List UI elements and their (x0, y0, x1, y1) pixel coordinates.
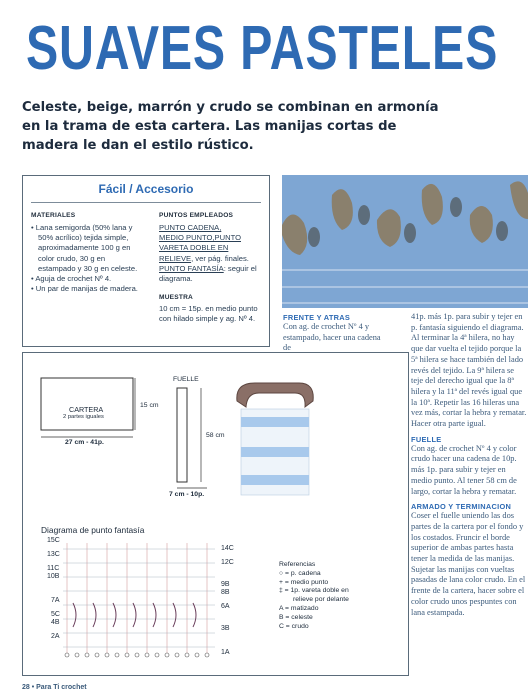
row-label: 2A (51, 633, 60, 640)
diagram-title: Diagrama de punto fantasía (41, 525, 145, 535)
armado-heading: ARMADO Y TERMINACION (411, 502, 512, 512)
legend-item: + = medio punto (279, 578, 329, 586)
legend-item: C = crudo (279, 622, 309, 630)
text-column-1 (283, 313, 384, 354)
photo-texture (282, 175, 528, 308)
frente-text: Con ag. de crochet Nº 4 y estampado, hacer una cadena de (283, 322, 381, 353)
stitch-item: VARETA DOBLE EN (159, 243, 229, 253)
row-label: 5C (51, 611, 60, 618)
info-box (22, 175, 270, 347)
text-column-2 (411, 312, 528, 618)
stitch-item: PUNTO FANTASÍA (159, 263, 224, 273)
row-label: 13C (47, 551, 60, 558)
divider (31, 202, 261, 203)
row-label: 7A (51, 597, 60, 604)
legend-item: ‡ = 1p. vareta doble en (279, 587, 349, 595)
stitch-note: , ver pág. finales. (191, 253, 249, 263)
material-item: • Aguja de crochet Nº 4. (31, 274, 112, 284)
legend-item: ○ = p. cadena (279, 569, 321, 577)
material-item: • Un par de manijas de madera. (31, 284, 138, 294)
row-label: 8B (221, 589, 230, 596)
row-label: 15C (47, 537, 60, 544)
row-label: 4B (51, 619, 60, 626)
stitches-list (159, 223, 263, 284)
cartera-height: 15 cm (140, 402, 159, 409)
legend-item: relieve por delante (293, 596, 349, 604)
materials-heading: MATERIALES (31, 212, 76, 219)
legend-item: B = celeste (279, 613, 313, 621)
stitch-item: PUNTO CADENA, (159, 223, 222, 232)
row-label: 10B (47, 573, 60, 580)
legend (279, 561, 389, 631)
row-label: 11C (47, 565, 60, 572)
material-item: • Lana semigorda (50% lana y 50% acrílico) tejida simple, aproximadamente 100 g en color crudo, 30 g en estampado y 30 g en celeste. (31, 223, 138, 273)
row-label: 12C (221, 559, 234, 566)
row-label: 3B (221, 625, 230, 632)
lead-paragraph: Celeste, beige, marrón y crudo se combinan en armonía en la trama de esta cartera. Las manijas cortas de madera le dan el estilo rústico. (22, 100, 439, 153)
fuelle-heading: FUELLE (411, 434, 442, 444)
row-label: 1A (221, 649, 230, 656)
row-label: 9B (221, 581, 230, 588)
stitch-item: RELIEVE (159, 253, 192, 263)
stitches-heading: PUNTOS EMPLEADOS (159, 212, 234, 219)
cartera-label: CARTERA (69, 405, 104, 414)
page-footer: 28 • Para Ti crochet (22, 684, 87, 691)
fuelle-text: Con ag. de crochet Nº 4 y color crudo hacer una cadena de 10p. más 1p. para subir y tejer en medio punto. Al tener 58 cm de largo, cortar la hebra y rematar. (411, 443, 517, 496)
diagram-box (22, 352, 409, 676)
row-label: 14C (221, 545, 234, 552)
sample-text: 10 cm = 15p. en medio punto con hilado simple y ag. Nº 4. (159, 304, 258, 324)
stitch-note: : seguir el diagrama. (159, 263, 257, 284)
cartera-width: 27 cm - 41p. (65, 439, 104, 446)
page-title: SUAVES PASTELES (26, 14, 499, 83)
fuelle-width: 7 cm - 10p. (169, 491, 205, 498)
difficulty-label: Fácil / Accesorio (98, 182, 194, 196)
frente-text-cont: 41p. más 1p. para subir y tejer en p. fantasía siguiendo el diagrama. Al terminar la 4ª hilera, no hay que dar vuelta el tejido porque la 5ª hilera se hace también del lado revés del tejido. La 9ª hilera se teje del derecho igual que la 8ª hilera y la 11ª del revés igual que la 10ª. Repetir las 16 hileras una vez más, cortar la hebra y rematar. Hacer otra parte igual. (411, 312, 527, 429)
row-label: 6A (221, 603, 230, 610)
legend-item: A = matizado (279, 604, 319, 612)
armado-text: Coser el fuelle uniendo las dos partes de la cartera por el fondo y los costados. Fruncir el borde superior de ambas partes hasta tener la medida de las manijas. Sujetar las manijas con vueltas pasadas de lana color crudo. En el frente de la cartera, hacer sobre el color crudo unos pespuntes con lana estampada. (411, 511, 526, 617)
stitch-item: MEDIO PUNTO,PUNTO (159, 233, 241, 243)
fuelle-height: 58 cm (206, 432, 225, 439)
fuelle-label: FUELLE (173, 376, 199, 383)
materials-list (31, 223, 143, 294)
legend-heading: Referencias (279, 561, 316, 568)
crochet-texture-photo (282, 175, 528, 308)
frente-heading: FRENTE Y ATRAS (283, 313, 351, 322)
cartera-sub: 2 partes iguales (63, 414, 104, 420)
sample-heading: MUESTRA (159, 294, 194, 301)
